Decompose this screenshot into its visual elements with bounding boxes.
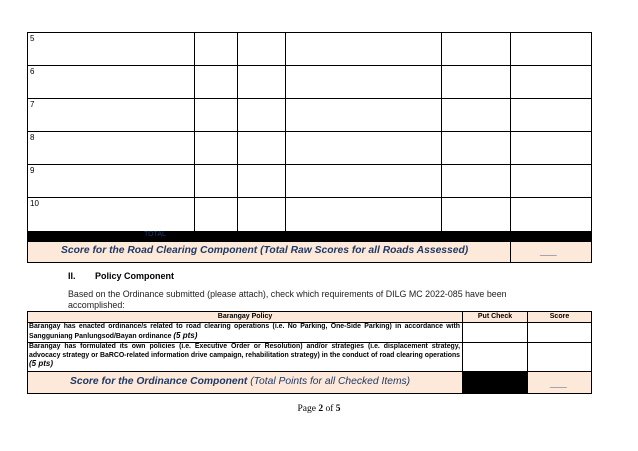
ordinance-score-label: Score for the Ordinance Component (Total Points for all Checked Items) — [70, 376, 411, 387]
row-number: 6 — [30, 67, 35, 76]
section-numeral: II. — [68, 271, 76, 281]
ordinance-check-bar — [462, 371, 528, 394]
row-number: 5 — [30, 34, 35, 43]
policy-score-cell[interactable] — [528, 343, 591, 371]
ordinance-score-blank[interactable]: ___ — [550, 378, 567, 389]
policy-checkbox-cell[interactable] — [463, 343, 527, 371]
road-score-label: Score for the Road Clearing Component (Total Raw Scores for all Roads Assessed) — [61, 245, 469, 256]
header-put-check: Put Check — [477, 313, 513, 320]
total-row-bar — [27, 231, 510, 241]
page-footer: Page 2 of 5 — [297, 404, 341, 414]
policy-checkbox-cell[interactable] — [463, 323, 527, 342]
section-heading: Policy Component — [95, 271, 175, 281]
section-intro: Based on the Ordinance submitted (please attach), check which requirements of DILG MC 2022-085 have been accomplished: — [68, 289, 507, 310]
policy-row-text: Barangay has enacted ordinance/s related to road clearing operations (i.e. No Parking, One-Side Parking) in accordance with Sangguniang Panlungsod/Bayan ordinance (5 pts) — [29, 323, 460, 340]
total-label: TOTAL — [144, 231, 166, 238]
policy-score-cell[interactable] — [528, 323, 591, 342]
road-score-blank[interactable]: ___ — [540, 246, 557, 257]
row-number: 9 — [30, 166, 35, 175]
row-number: 10 — [30, 199, 39, 208]
header-policy: Barangay Policy — [217, 313, 273, 320]
row-number: 8 — [30, 133, 35, 142]
row-number: 7 — [30, 100, 35, 109]
total-score-bar — [511, 231, 592, 241]
policy-row-text: Barangay has formulated its own policies (i.e. Executive Order or Resolution) and/or strategies (i.e. displacement strategy, advocacy strategy or BaRCO-related information drive campaign, rehabilitation strategy) in the conduct of road clearing operations (5 pts) — [29, 343, 460, 369]
header-score: Score — [549, 313, 570, 320]
